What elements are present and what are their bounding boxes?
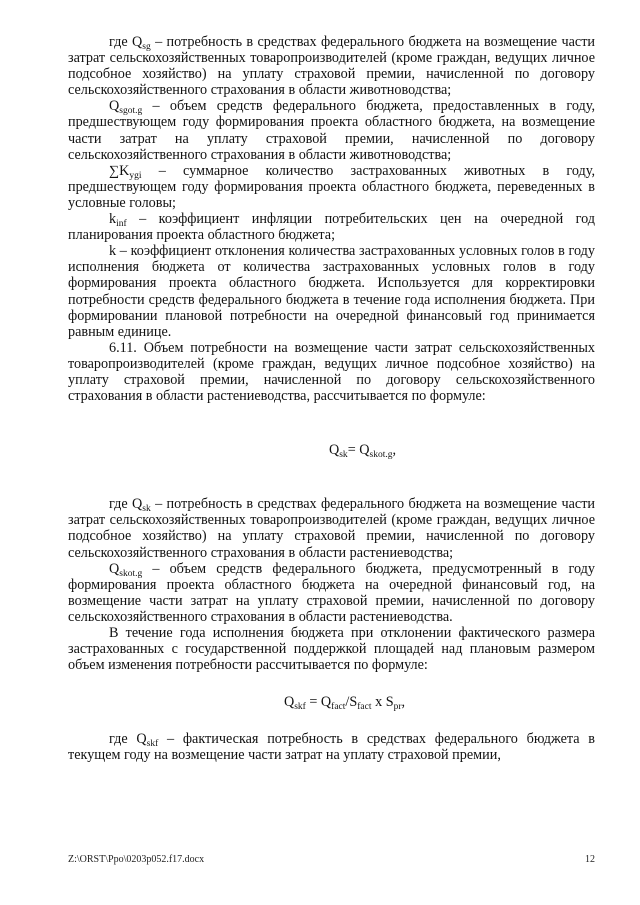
formula-qsk [68,442,595,461]
symbol-subscript: sg [142,42,151,52]
definition-lead: где [109,34,133,50]
definition-kinf [68,211,595,243]
symbol-subscript: ygi [129,170,142,181]
formula-term: Q [359,442,370,459]
formula-subscript: sk [339,450,348,461]
symbol: Q [109,560,120,577]
formula-qskf [68,694,595,713]
definition-text: – потребность в средствах федерального бюджета на возмещение части затрат сельскохозяйственных товаропроизводителей (кроме граждан, ведущих личное подсобное хозяйство) на уплату страховой премии, начисленной по договору сельскохозяйственного страхования в области растениеводства; [68,496,595,561]
definition-qskot [68,561,595,625]
symbol: Q [132,34,143,50]
formula-punctuation: , [392,442,397,459]
page-number: 12 [585,854,595,865]
formula-term: S [349,694,358,711]
formula-subscript: pr [393,702,402,713]
definition-text: – объем средств федерального бюджета, предоставленных в году, предшествующем году формирования проекта областного бюджета, на возмещение части затрат на уплату страховой премии, начисленной по договору сельскохозяйственного страхования в области животноводства; [68,98,595,163]
formula-operator: = [305,694,321,711]
definition-lead: где [109,496,133,513]
formula-punctuation: , [401,694,406,711]
document-page [68,34,595,764]
symbol: Q [132,496,143,513]
symbol: k [109,211,117,228]
symbol-subscript: skf [146,739,159,750]
definition-sumk [68,163,595,211]
definition-k: k – коэффициент отклонения количества застрахованных условных голов в году исполнения бюджета от количества застрахованных условных голов в году формирования проекта областного бюджета. Используется для корректировки потребности средств федерального бюджета в течение года исполнения бюджета. При формировании плановой потребности на очередной финансовый год принимается равным единице. [68,243,595,340]
formula-operator: = [347,442,360,459]
formula-term: Q [283,694,295,711]
definition-qsgot [68,98,595,162]
formula-operator: x [371,694,386,711]
file-path: Z:\ORST\Ppo\0203p052.f17.docx [68,854,205,865]
section-6-11: 6.11. Объем потребности на возмещение части затрат сельскохозяйственных товаропроизводителей (кроме граждан, ведущих личное подсобное хозяйство) на уплату страховой премии, начисленной по договору сельскохозяйственного страхования в области растениеводства, рассчитывается по формуле: [68,339,595,405]
definition-text: – суммарное количество застрахованных животных в году, предшествующем году формирования проекта областного бюджета, переведенных в условные головы; [68,162,595,211]
definition-text: – фактическая потребность в средствах федерального бюджета в текущем году на возмещение части затрат на уплату страховой премии, [68,731,595,764]
definition-text: – коэффициент инфляции потребительских цен на очередной год планирования проекта областного бюджета; [68,211,595,244]
definition-qskf [68,731,595,763]
formula-term: S [385,694,394,711]
symbol-subscript: inf [116,219,127,230]
symbol-subscript: sgot.g [119,106,143,117]
symbol-subscript: sk [142,504,151,515]
formula-subscript: skot.g [369,450,393,461]
formula-term: Q [328,442,340,459]
formula-subscript: fact [331,702,346,713]
symbol: Q [136,731,147,748]
symbol: Q [109,98,120,115]
formula-subscript: skf [294,702,306,713]
formula-term: Q [320,694,332,711]
definition-text: – потребность в средствах федерального бюджета на возмещение части затрат сельскохозяйственных товаропроизводителей (кроме граждан, ведущих личное подсобное хозяйство) на уплату страховой премии, начисленной по договору сельскохозяйственного страхования в области животноводства; [68,34,595,99]
definition-text: – объем средств федерального бюджета, предусмотренный в году формирования проекта областного бюджета на очередной финансовый год, на возмещение части затрат на уплату страховой премии, начисленной по договору сельскохозяйственного страхования в области растениеводства. [68,560,595,625]
formula-subscript: fact [357,702,372,713]
definition-lead: где [109,731,137,748]
symbol-subscript: skot.g [119,568,143,579]
formula-operator: / [345,694,350,711]
definition-qsk [68,496,595,560]
definition-qsg [68,34,595,98]
deviation-paragraph: В течение года исполнения бюджета при отклонении фактического размера застрахованных с государственной поддержкой площадей над плановым размером объем изменения потребности рассчитывается по формуле: [68,625,595,674]
symbol: ∑K [109,162,130,179]
